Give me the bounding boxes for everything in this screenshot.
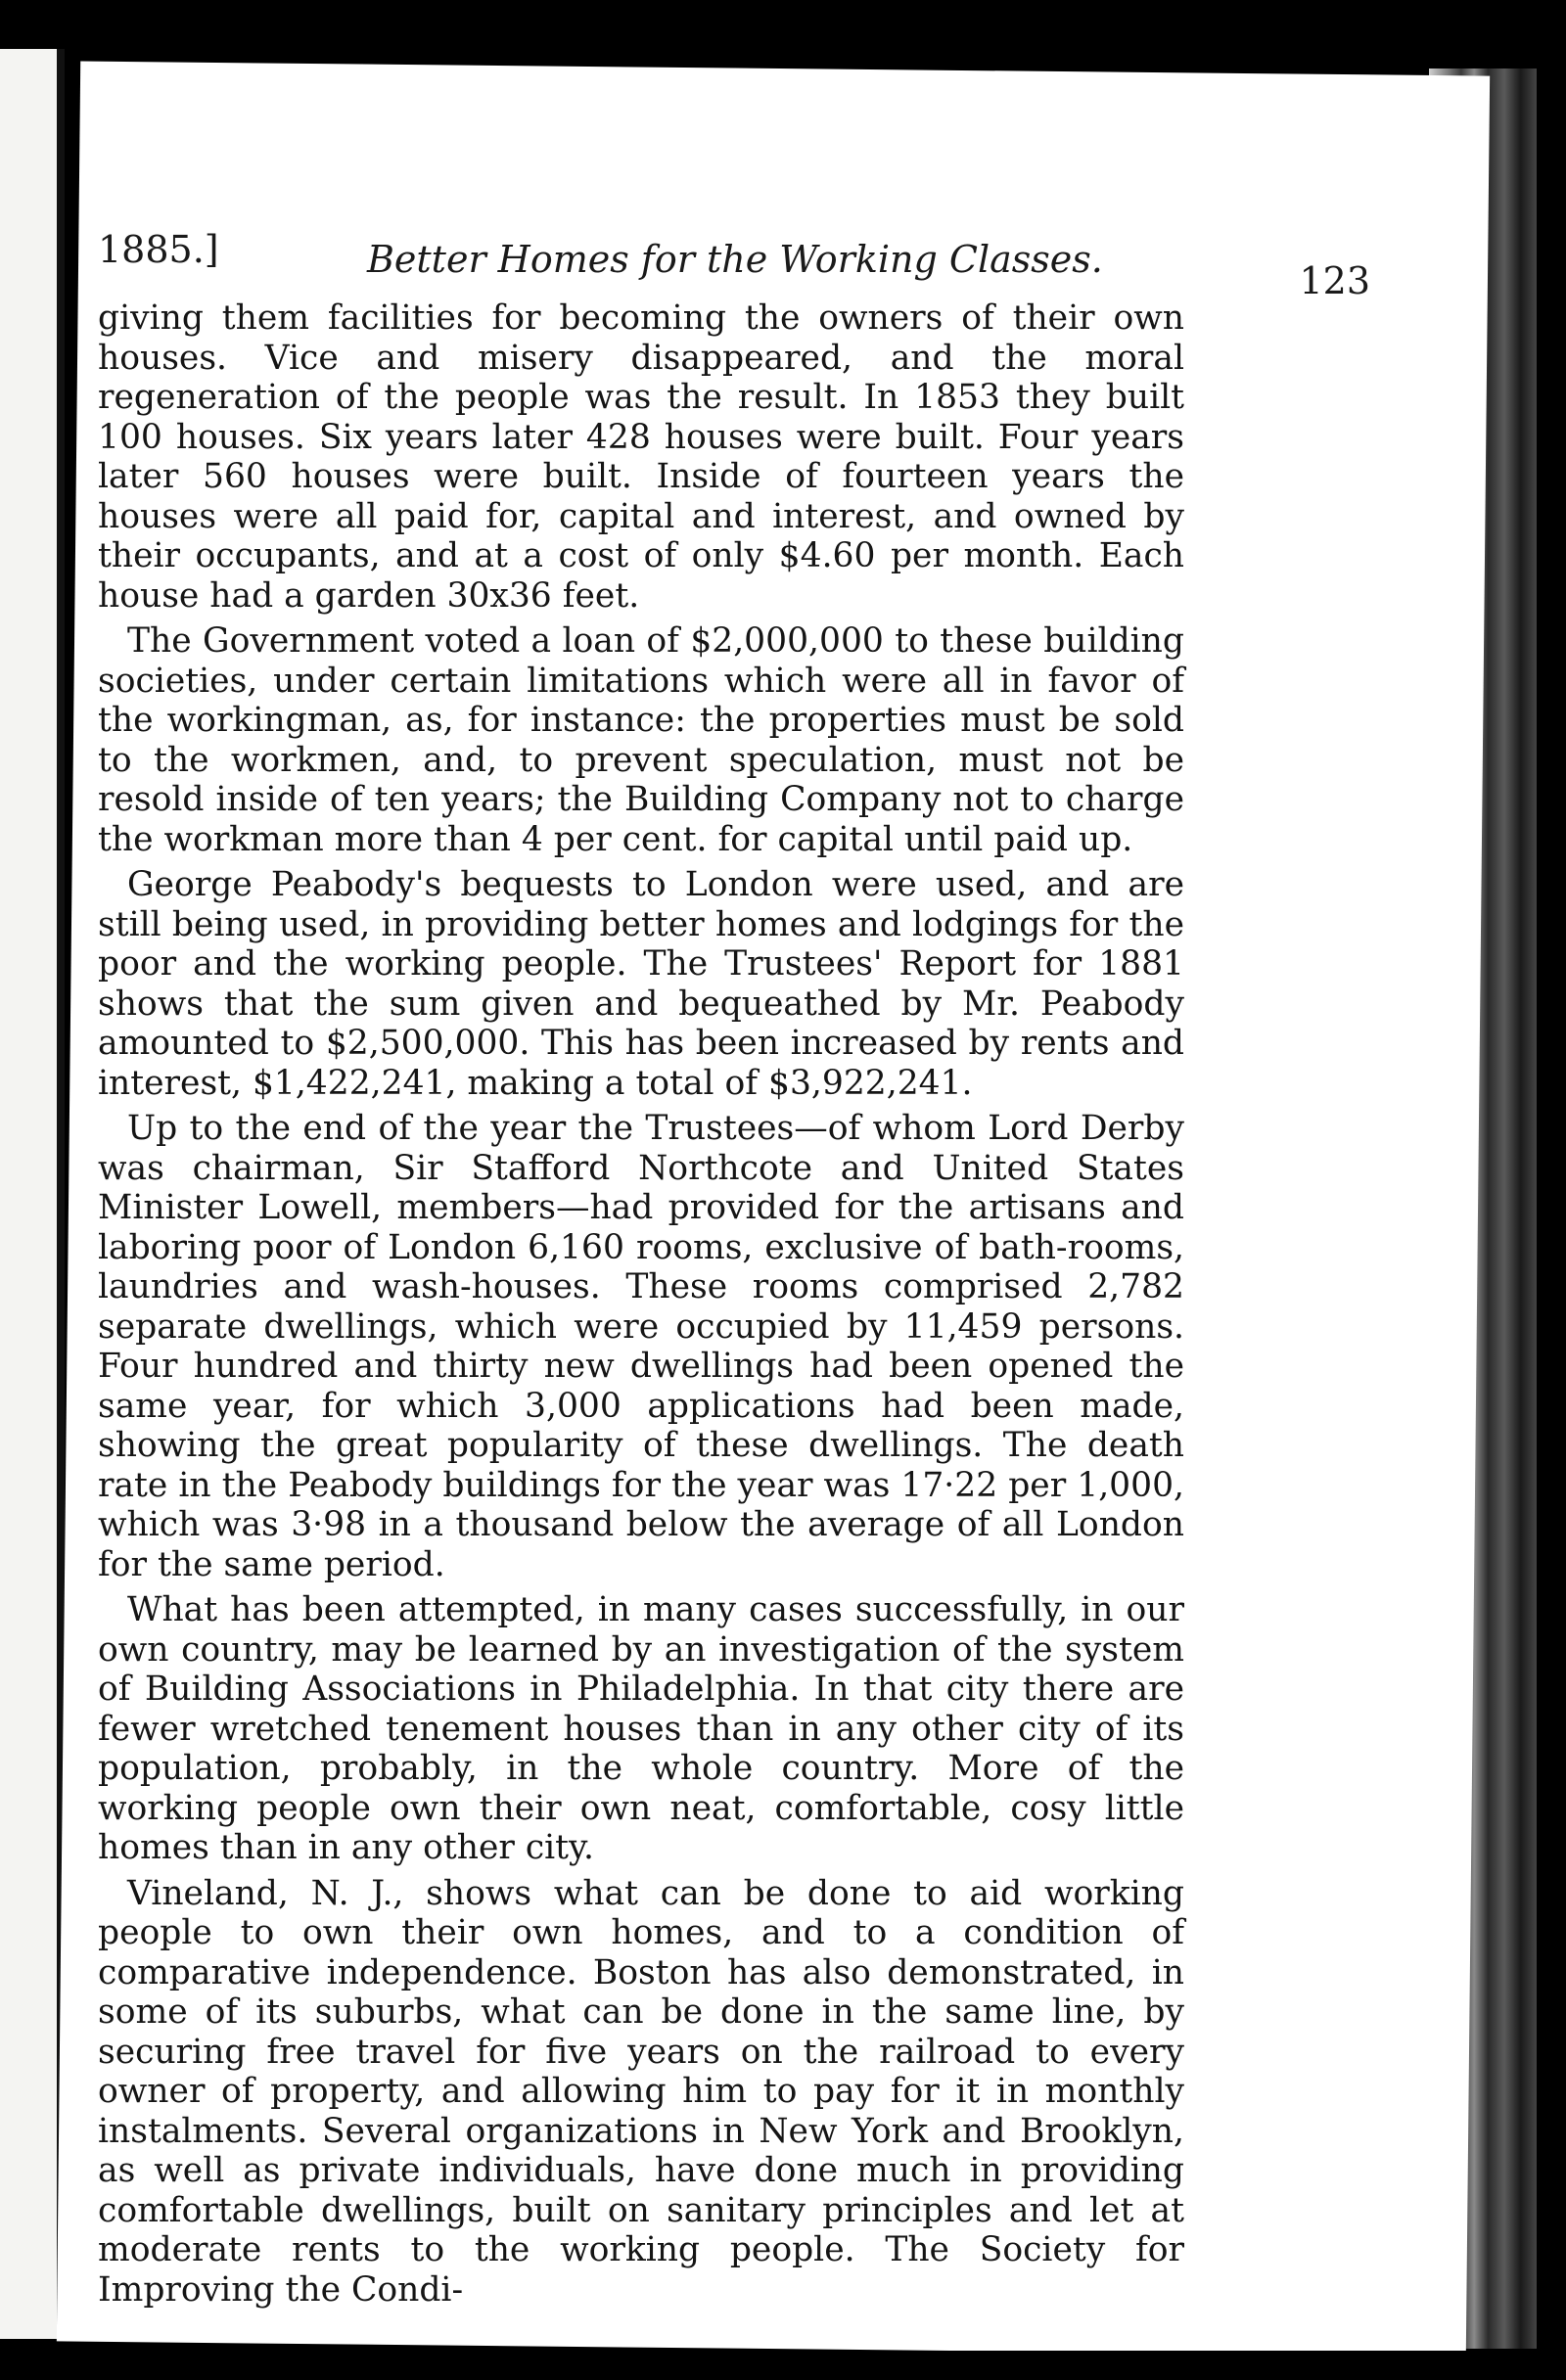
paragraph-government-loan: The Government voted a loan of $2,000,000 to these building societies, under certain limitations which were all in favor of the workingman, as, for instance: the properties must be sold to the workmen, and, to prevent speculation, must not be resold inside of ten years; the Building Company not to charge the workman more than 4 per cent. for capital until paid up. bbox=[98, 621, 1184, 859]
scan-bottom-border bbox=[0, 2351, 1566, 2380]
facing-page-edge bbox=[0, 49, 65, 2339]
running-header-title: Better Homes for the Working Classes. bbox=[367, 238, 1103, 281]
running-header-year: 1885.] bbox=[98, 228, 219, 271]
running-header bbox=[98, 210, 1370, 302]
paragraph-vineland: Vineland, N. J., shows what can be done to aid working people to own their own homes, and to a condition of comparative independence. Boston has also demonstrated, in some of its suburbs, what can be done in the same line, by securing free travel for five years on the railroad to every owner of property, and allowing him to pay for it in monthly instalments. Several organizations in New York and Brooklyn, as well as private individuals, have done much in providing comfortable dwellings, built on sanitary principles and let at moderate rents to the working people. The Society for Improving the Condi- bbox=[98, 1873, 1184, 2310]
paragraph-trustees: Up to the end of the year the Trustees—of whom Lord Derby was chairman, Sir Stafford Northcote and United States Minister Lowell, members—had provided for the artisans and laboring poor of London 6,160 rooms, exclusive of bath-rooms, laundries and wash-houses. These rooms comprised 2,782 separate dwellings, which were occupied by 11,459 persons. Four hundred and thirty new dwellings had been opened the same year, for which 3,000 applications had been made, showing the great popularity of these dwellings. The death rate in the Peabody buildings for the year was 17·22 per 1,000, which was 3·98 in a thousand below the average of all London for the same period. bbox=[98, 1109, 1184, 1584]
body-text bbox=[98, 298, 1184, 2310]
paragraph-peabody-bequests: George Peabody's bequests to London were used, and are still being used, in providing better homes and lodgings for the poor and the working people. The Trustees' Report for 1881 shows that the sum given and bequeathed by Mr. Peabody amounted to $2,500,000. This has been increased by rents and interest, $1,422,241, making a total of $3,922,241. bbox=[98, 865, 1184, 1103]
page-number: 123 bbox=[1299, 259, 1370, 302]
paragraph-philadelphia: What has been attempted, in many cases successfully, in our own country, may be learned by an investigation of the system of Building Associations in Philadelphia. In that city there are fewer wretched tenement houses than in any other city of its population, probably, in the whole country. More of the working people own their own neat, comfortable, cosy little homes than in any other city. bbox=[98, 1590, 1184, 1867]
paragraph-continuation: giving them facilities for becoming the owners of their own houses. Vice and misery disappeared, and the moral regeneration of the people was the result. In 1853 they built 100 houses. Six years later 428 houses were built. Four years later 560 houses were built. Inside of fourteen years the houses were all paid for, capital and interest, and owned by their occupants, and at a cost of only $4.60 per month. Each house had a garden 30x36 feet. bbox=[98, 298, 1184, 616]
